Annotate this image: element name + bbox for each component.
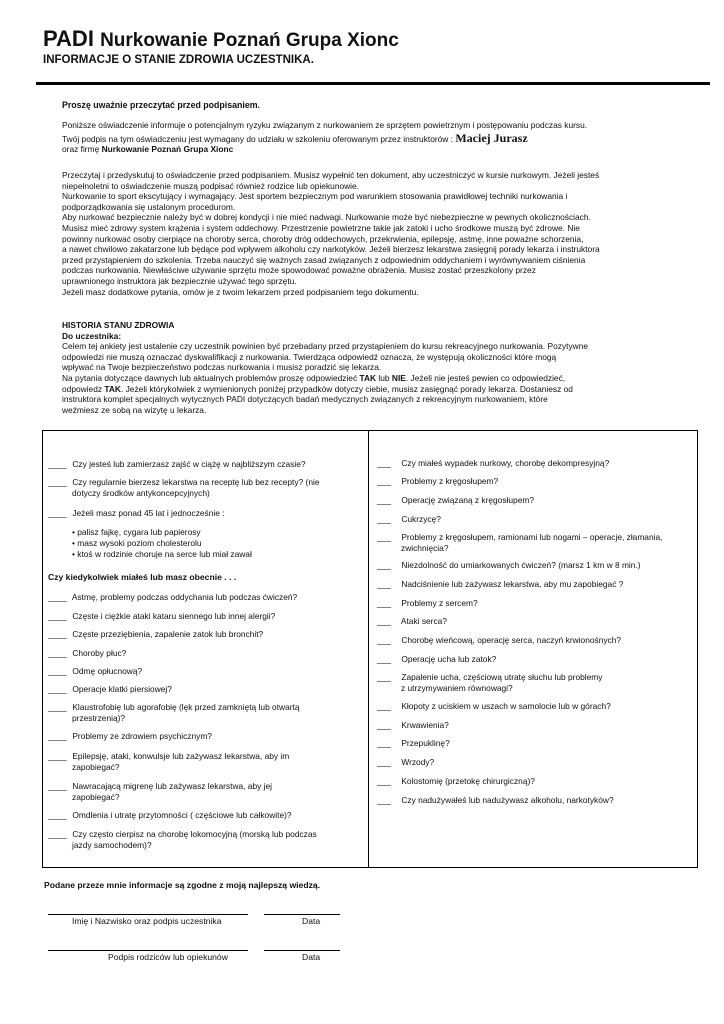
health-history-section (62, 320, 662, 415)
question-text: Epilepsję, ataki, konwulsje lub zażywasz lekarstwa, aby im (72, 751, 290, 761)
answer-blank[interactable]: ___ (377, 560, 391, 570)
history-text: . Jeżeli nie jesteś pewien co odpowiedzieć, (405, 372, 566, 383)
bullet-heart-family: • ktoś w rodzinie choruje na serce lub miał zawał (72, 549, 252, 559)
question-text: Astmę, problemy podczas oddychania lub podczas ćwiczeń? (71, 592, 298, 602)
bullet-smoking: • palisz fajkę, cygara lub papierosy (72, 527, 201, 537)
question-coronary[interactable] (377, 635, 687, 646)
intro-line: Jeżeli masz dodatkowe pytania, omów je z twoim lekarzem przed podpisaniem tego dokumentu. (62, 286, 419, 297)
question-text: Czy jesteś lub zamierzasz zajść w ciążę w najbliższym czasie? (72, 459, 306, 469)
history-line: instruktora komplet specjalnych wytycznych PADI dotyczących badań medycznych związanych z rekreacyjnym nurkowaniem, które (62, 394, 548, 405)
answer-blank[interactable]: ____ (48, 592, 67, 602)
history-heading: HISTORIA STANU ZDROWIA (62, 320, 175, 330)
question-motion-sickness[interactable] (48, 829, 358, 850)
question-text: Nawracającą migrenę lub zażywasz lekarstwa, aby jej (72, 781, 273, 791)
history-line: weźmiesz ze sobą na wizytę u lekarza. (62, 404, 207, 415)
intro-line: podporządkowania się ustalonym procedurom. (62, 201, 236, 212)
question-epilepsy[interactable] (48, 751, 358, 772)
answer-blank[interactable]: ____ (48, 781, 67, 791)
answer-blank[interactable]: ___ (377, 598, 391, 608)
question-ear-surgery[interactable] (377, 654, 687, 665)
answer-blank[interactable]: ___ (377, 795, 391, 805)
answer-blank[interactable]: ____ (48, 810, 67, 820)
question-text: Cukrzycę? (401, 514, 441, 524)
intro-line: przed przystąpieniem do szkolenia. Trzeba nauczyć się ważnych zasad związanych z odpowiednim oddychaniem i wyrównywaniem ciśnienia (62, 254, 586, 265)
answer-blank[interactable]: ____ (48, 611, 67, 621)
question-ear-infection[interactable] (377, 672, 687, 693)
question-text: Operację związaną z kręgosłupem? (401, 495, 534, 505)
parents-signature-line[interactable] (48, 950, 248, 951)
question-pneumothorax[interactable] (48, 666, 358, 677)
question-text: Czy regularnie bierzesz lekarstwa na receptę lub bez recepty? (nie (72, 477, 320, 487)
question-text: Wrzody? (401, 757, 435, 767)
declaration-text: Podane przeze mnie informacje są zgodne z moją najlepszą wiedzą. (44, 880, 321, 890)
intro-line: a nawet chwilowo zakatarzone lub będące pod wpływem alkoholu czy narkotyków. Jeżeli bierzesz lekarstwa zasięgnij porady lekarza i instruktora (62, 244, 600, 255)
question-text: Ataki serca? (400, 616, 447, 626)
answer-blank[interactable]: ____ (48, 629, 67, 639)
title-text: Nurkowanie Poznań Grupa Xionc (100, 30, 399, 51)
parents-signature-label: Podpis rodziców lub opiekunów (108, 952, 228, 962)
history-question-heading: Czy kiedykolwiek miałeś lub masz obecnie . . . (48, 572, 237, 582)
question-text: Częste przeziębienia, zapalenie zatok lub bronchit? (72, 629, 264, 639)
question-over-45[interactable] (48, 508, 358, 519)
answer-blank[interactable]: ____ (48, 459, 67, 469)
participant-signature-line[interactable] (48, 914, 248, 915)
question-claustrophobia[interactable] (48, 702, 358, 723)
history-text: . Jeżeli którykolwiek z wymienionych poniżej przypadków dotyczy ciebie, musisz zasięgnąć porady lekarza. Dostaniesz od (120, 383, 573, 394)
question-text: Problemy ze zdrowiem psychicznym? (72, 731, 212, 741)
intro-line: uprawnionego instruktora jak bezpiecznie używać tego sprzętu. (62, 275, 297, 286)
company-name: Nurkowanie Poznań Grupa Xionc (101, 144, 234, 155)
please-read-notice: Proszę uważnie przeczytać przed podpisaniem. (62, 100, 260, 110)
question-text: Kłopoty z uciskiem w uszach w samolocie lub w górach? (401, 701, 611, 711)
parents-date-line[interactable] (264, 950, 340, 951)
question-ulcers[interactable] (377, 757, 687, 768)
question-heart-attacks[interactable] (377, 616, 687, 627)
question-exercise-inability[interactable] (377, 560, 687, 571)
question-text: Jeżeli masz ponad 45 lat i jednocześnie : (72, 508, 225, 518)
history-text: odpowiedz (62, 383, 105, 394)
question-colostomy[interactable] (377, 776, 687, 787)
intro-paragraph-1 (62, 120, 662, 155)
question-text: Przepuklinę? (401, 738, 450, 748)
intro-line: powinny nurkować osoby cierpiące na choroby serca, choroby dróg oddechowych, przekrwienia, epilepsję, astmę, inne poważne schorzenia, (62, 233, 584, 244)
history-line (62, 384, 662, 395)
yes-word: TAK (359, 372, 377, 383)
question-text: dotyczy środków antykoncepcyjnych) (72, 487, 210, 498)
question-text: Choroby płuc? (72, 648, 127, 658)
question-diving-accident[interactable] (377, 458, 687, 469)
intro-line-text: Twój podpis na tym oświadczeniu jest wymagany do udziału w szkoleniu oferowanym przez instruktorów : (62, 133, 456, 144)
question-text: Czy często cierpisz na chorobę lokomocyjną (morską lub podczas (72, 829, 317, 839)
question-text: Omdlenia i utratę przytomności ( częściowe lub całkowite)? (72, 810, 292, 820)
answer-blank[interactable]: ____ (48, 684, 67, 694)
question-text: Operację ucha lub zatok? (401, 654, 497, 664)
intro-line: Nurkowanie to sport ekscytujący i wymagający. Jest sportem bezpiecznym pod warunkiem stosowania prawidłowej techniki nurkowania i (62, 191, 568, 202)
question-text: Odmę opłucnową? (72, 666, 143, 676)
question-fainting[interactable] (48, 810, 358, 821)
answer-blank[interactable]: ___ (377, 514, 391, 524)
question-limb-problems[interactable] (377, 532, 687, 553)
page-title (43, 26, 399, 52)
history-line: wpływać na Twoje bezpieczeństwo podczas nurkowania i musisz poradzić się lekarza. (62, 362, 382, 373)
answer-blank[interactable]: ____ (48, 666, 67, 676)
question-asthma[interactable] (48, 592, 358, 603)
question-text: Czy nadużywałeś lub nadużywasz alkoholu, narkotyków? (401, 795, 614, 805)
question-bleeding[interactable] (377, 720, 687, 731)
question-text: zwichnięcia? (401, 542, 449, 553)
question-alcohol-drugs[interactable] (377, 795, 687, 806)
answer-blank[interactable]: ____ (48, 829, 67, 839)
question-text: zapobiegać? (72, 761, 120, 772)
question-text: Krwawienia? (401, 720, 449, 730)
question-text: Chorobę wieńcową, operację serca, naczyń krwionośnych? (401, 635, 622, 645)
question-colds[interactable] (48, 629, 358, 640)
question-text: Klaustrofobię lub agorafobię (lęk przed zamkniętą lub otwartą (72, 702, 300, 712)
instructor-name: Maciej Jurasz (455, 130, 528, 145)
history-line: Celem tej ankiety jest ustalenie czy uczestnik powinien być przebadany przed przystąpieniem do kursu rekreacyjnego nurkowania. Pozytywne (62, 341, 589, 352)
intro-line: Musisz mieć zdrowy system krążenia i system oddechowy. Przestrzenie powietrzne takie jak zatoki i ucho środkowe muszą być zdrowe. Nie (62, 222, 580, 233)
answer-blank[interactable]: ___ (377, 654, 391, 664)
question-text: Częste i ciężkie ataki kataru siennego lub innej alergii? (72, 611, 276, 621)
intro-line: niepełnoletni to oświadczenie muszą podpisać również rodzice lub opiekunowie. (62, 180, 360, 191)
answer-blank[interactable]: ___ (377, 532, 391, 542)
column-divider (368, 430, 369, 868)
question-text: z utrzymywaniem równowagi? (401, 682, 513, 693)
question-spine-surgery[interactable] (377, 495, 687, 506)
question-medication[interactable] (48, 477, 358, 498)
intro-line (62, 144, 662, 155)
question-heart-problems[interactable] (377, 598, 687, 609)
answer-blank[interactable]: ____ (48, 508, 67, 518)
question-hypertension[interactable] (377, 579, 687, 590)
answer-blank[interactable]: ___ (377, 495, 391, 505)
answer-blank[interactable]: ____ (48, 648, 67, 658)
bullet-cholesterol: • masz wysoki poziom cholesterolu (72, 538, 202, 548)
intro-line (62, 130, 662, 145)
header-divider (36, 82, 710, 85)
answer-blank[interactable]: ___ (377, 672, 391, 682)
answer-blank[interactable]: ___ (377, 476, 391, 486)
answer-blank[interactable]: ___ (377, 720, 391, 730)
participant-date-line[interactable] (264, 914, 340, 915)
answer-blank[interactable]: ____ (48, 702, 67, 712)
parents-date-label: Data (302, 952, 321, 962)
question-lung-disease[interactable] (48, 648, 358, 659)
no-word: NIE (391, 372, 406, 383)
intro-line: podczas nurkowania. Niewłaściwe używanie sprzętu może spowodować poważne obrażenia. Musisz zostać przeszkolony przez (62, 265, 536, 276)
answer-blank[interactable]: ___ (377, 616, 391, 626)
question-migraine[interactable] (48, 781, 358, 802)
answer-blank[interactable]: ___ (377, 776, 391, 786)
question-text: jazdy samochodem)? (72, 839, 152, 850)
answer-blank[interactable]: ___ (377, 458, 391, 468)
answer-blank[interactable]: ____ (48, 751, 67, 761)
answer-blank[interactable]: ___ (377, 757, 391, 767)
question-hay-fever[interactable] (48, 611, 358, 622)
question-mental-health[interactable] (48, 731, 358, 742)
page-subtitle: INFORMACJE O STANIE ZDROWIA UCZESTNIKA. (43, 54, 314, 66)
question-text: Niezdolność do umiarkowanych ćwiczeń? (marsz 1 km w 8 min.) (401, 560, 641, 570)
answer-blank[interactable]: ___ (377, 701, 391, 711)
participant-signature-label: Imię i Nazwisko oraz podpis uczestnika (72, 916, 222, 926)
history-line: odpowiedzi nie muszą oznaczać dyskwalifikacji z nurkowania. Twierdząca odpowiedź oznacza, że występują okoliczności które mogą (62, 351, 557, 362)
question-text: Problemy z kręgosłupem, ramionami lub nogami – operacje, złamania, (401, 532, 663, 542)
question-text: Problemy z sercem? (401, 598, 478, 608)
brand-name: PADI (43, 26, 94, 51)
history-text: lub (376, 372, 392, 383)
intro-line: Przeczytaj i przedyskutuj to oświadczenie przed podpisaniem. Musisz wypełnić ten dokument, aby uczestniczyć w kursie nurkowym. Jeżeli jesteś (62, 170, 600, 180)
question-text: Czy miałeś wypadek nurkowy, chorobę dekompresyjną? (401, 458, 610, 468)
answer-blank[interactable]: ___ (377, 738, 391, 748)
question-text: Nadciśnienie lub zażywasz lekarstwa, aby mu zapobiegać ? (401, 579, 624, 589)
intro-line-text: oraz firmę (62, 144, 102, 155)
question-text: zapobiegać? (72, 791, 120, 802)
yes-word: TAK (104, 383, 121, 394)
answer-blank[interactable]: ___ (377, 579, 391, 589)
question-spine-problems[interactable] (377, 476, 687, 487)
question-text: Operacje klatki piersiowej? (72, 684, 172, 694)
intro-paragraph-2 (62, 170, 662, 297)
history-text: Na pytania dotyczące dawnych lub aktualnych problemów proszę odpowiedzieć (62, 372, 360, 383)
question-text: Problemy z kręgosłupem? (401, 476, 499, 486)
question-text: Zapalenie ucha, częściową utratę słuchu lub problemy (401, 672, 603, 682)
question-text: przestrzenią)? (72, 712, 126, 723)
answer-blank[interactable]: ____ (48, 731, 67, 741)
intro-line: Poniższe oświadczenie informuje o potencjalnym ryzyku związanym z nurkowaniem ze sprzętem powietrznym i postępowaniu podczas kursu. (62, 120, 588, 130)
participant-date-label: Data (302, 916, 321, 926)
question-ear-pressure[interactable] (377, 701, 687, 712)
intro-line: Aby nurkować bezpiecznie należy być w dobrej kondycji i nie mieć nadwagi. Nurkowanie może być niebezpieczne w pewnych okolicznościach. (62, 212, 591, 223)
answer-blank[interactable]: ___ (377, 635, 391, 645)
question-hernia[interactable] (377, 738, 687, 749)
history-line (62, 373, 662, 384)
question-text: Kolostomię (przetokę chirurgiczną)? (401, 776, 535, 786)
question-pregnancy[interactable] (48, 459, 358, 470)
history-subheading: Do uczestnika: (62, 330, 122, 341)
question-diabetes[interactable] (377, 514, 687, 525)
question-chest-surgery[interactable] (48, 684, 358, 695)
answer-blank[interactable]: ____ (48, 477, 67, 487)
